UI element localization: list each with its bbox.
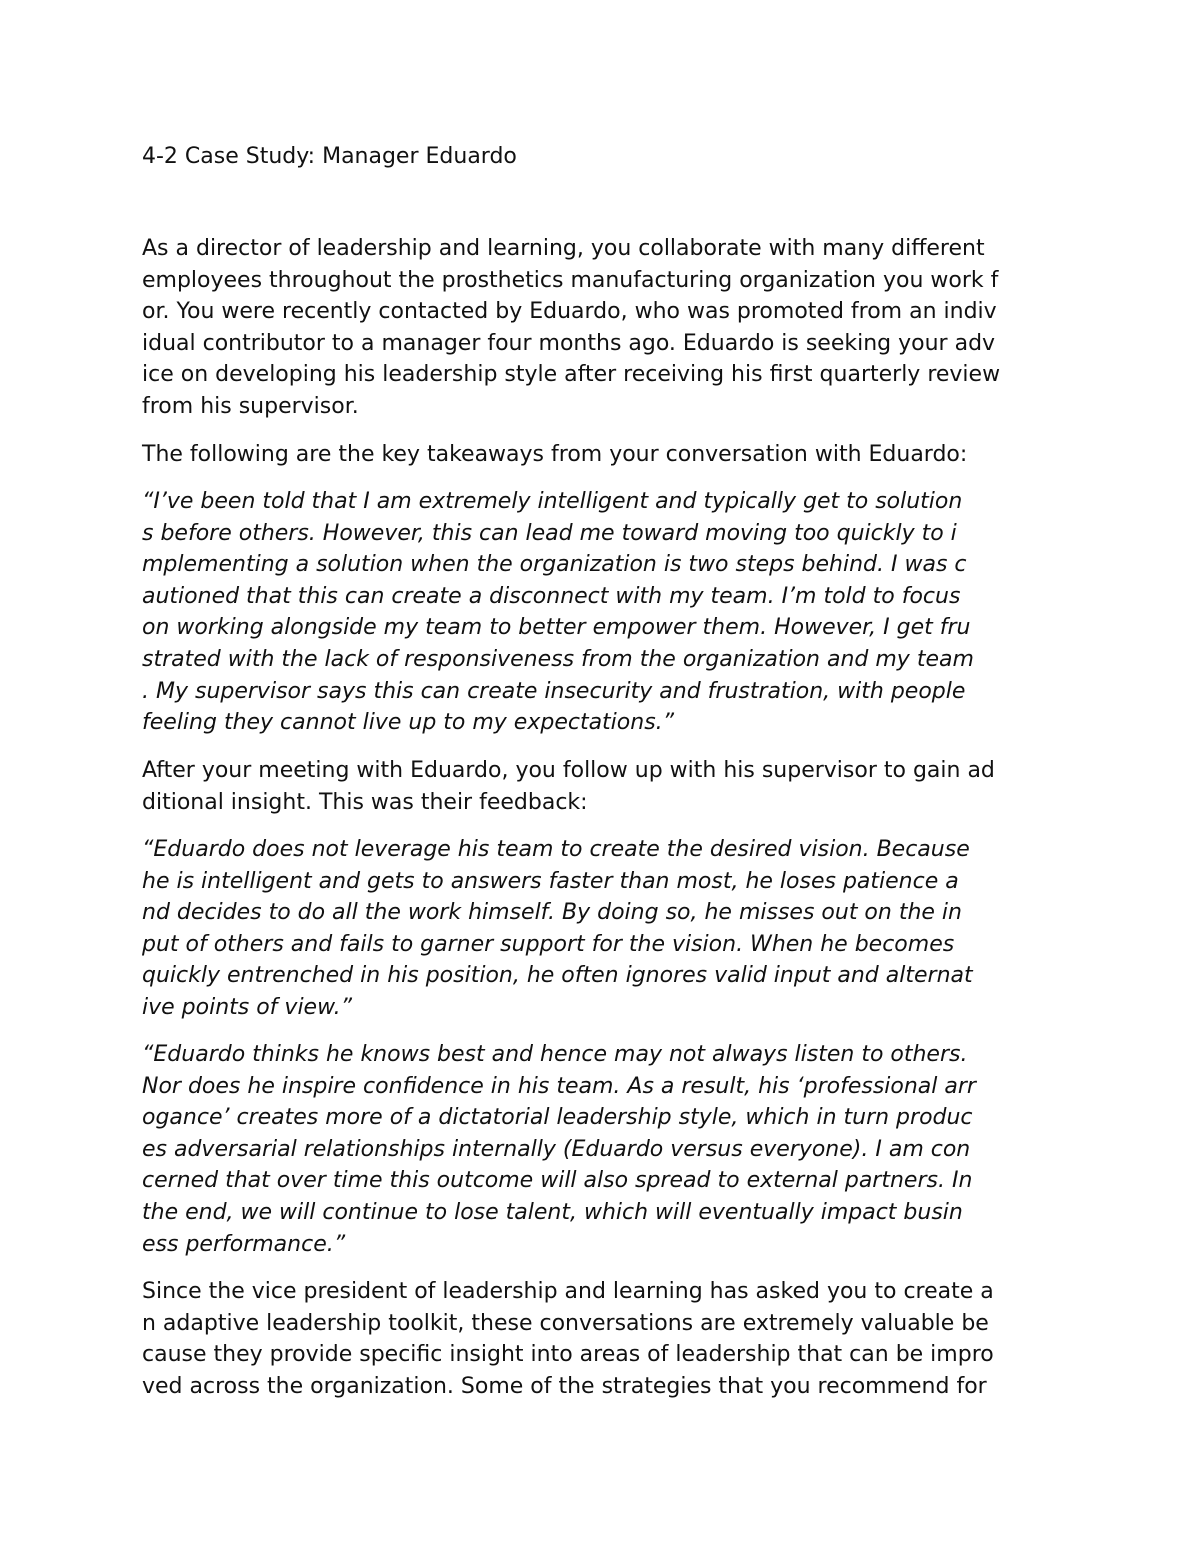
title-line: 4-2 Case Study: Manager Eduardo bbox=[142, 144, 517, 169]
text-line: . My supervisor says this can create insecurity and frustration, with people bbox=[142, 678, 966, 704]
text-line: After your meeting with Eduardo, you follow up with his supervisor to gain ad bbox=[142, 758, 995, 783]
text-line: feeling they cannot live up to my expectations.” bbox=[142, 710, 675, 736]
text-line: strated with the lack of responsiveness from the organization and my team bbox=[142, 646, 974, 672]
paragraph-takeaways bbox=[142, 439, 1082, 471]
text-line: “Eduardo does not leverage his team to create the desired vision. Because bbox=[142, 837, 970, 862]
document-title bbox=[142, 141, 1082, 173]
text-line: Since the vice president of leadership and learning has asked you to create a bbox=[142, 1279, 994, 1304]
paragraph-toolkit bbox=[142, 1276, 1082, 1402]
text-line: Nor does he inspire confidence in his team. As a result, his ‘professional arr bbox=[142, 1073, 976, 1099]
text-line: or. You were recently contacted by Eduardo, who was promoted from an indiv bbox=[142, 299, 997, 325]
text-line: he is intelligent and gets to answers faster than most, he loses patience a bbox=[142, 868, 959, 894]
paragraph-intro bbox=[142, 233, 1082, 423]
text-line: ice on developing his leadership style after receiving his first quarterly review bbox=[142, 362, 1001, 388]
text-line: ess performance.” bbox=[142, 1231, 346, 1257]
text-line: cause they provide specific insight into areas of leadership that can be impro bbox=[142, 1342, 994, 1368]
text-line: ved across the organization. Some of the strategies that you recommend for bbox=[142, 1373, 987, 1399]
text-line: As a director of leadership and learning, you collaborate with many different bbox=[142, 236, 985, 261]
text-line: quickly entrenched in his position, he often ignores valid input and alternat bbox=[142, 963, 973, 989]
text-line: “I’ve been told that I am extremely intelligent and typically get to solution bbox=[142, 489, 963, 514]
text-line: ogance’ creates more of a dictatorial leadership style, which in turn produc bbox=[142, 1105, 973, 1131]
quote-supervisor-1 bbox=[142, 834, 1082, 1024]
text-line: mplementing a solution when the organization is two steps behind. I was c bbox=[142, 552, 967, 578]
text-line: ive points of view.” bbox=[142, 994, 353, 1020]
text-line: ditional insight. This was their feedback: bbox=[142, 789, 588, 815]
text-line: s before others. However, this can lead me toward moving too quickly to i bbox=[142, 520, 957, 546]
quote-supervisor-2 bbox=[142, 1039, 1082, 1260]
text-line: employees throughout the prosthetics manufacturing organization you work f bbox=[142, 267, 999, 293]
text-line: the end, we will continue to lose talent, which will eventually impact busin bbox=[142, 1199, 963, 1225]
text-line: n adaptive leadership toolkit, these conversations are extremely valuable be bbox=[142, 1310, 989, 1336]
paragraph-follow-up bbox=[142, 755, 1082, 818]
text-line: “Eduardo thinks he knows best and hence may not always listen to others. bbox=[142, 1042, 968, 1067]
quote-eduardo bbox=[142, 486, 1082, 739]
text-line: put of others and fails to garner support for the vision. When he becomes bbox=[142, 931, 955, 957]
text-line: The following are the key takeaways from your conversation with Eduardo: bbox=[142, 442, 968, 467]
text-line: nd decides to do all the work himself. By doing so, he misses out on the in bbox=[142, 900, 962, 926]
text-line: on working alongside my team to better empower them. However, I get fru bbox=[142, 615, 971, 641]
text-line: idual contributor to a manager four months ago. Eduardo is seeking your adv bbox=[142, 330, 996, 356]
text-line: cerned that over time this outcome will also spread to external partners. In bbox=[142, 1168, 973, 1194]
text-line: es adversarial relationships internally (Eduardo versus everyone). I am con bbox=[142, 1136, 971, 1162]
text-line: from his supervisor. bbox=[142, 393, 359, 419]
text-line: autioned that this can create a disconnect with my team. I’m told to focus bbox=[142, 583, 961, 609]
